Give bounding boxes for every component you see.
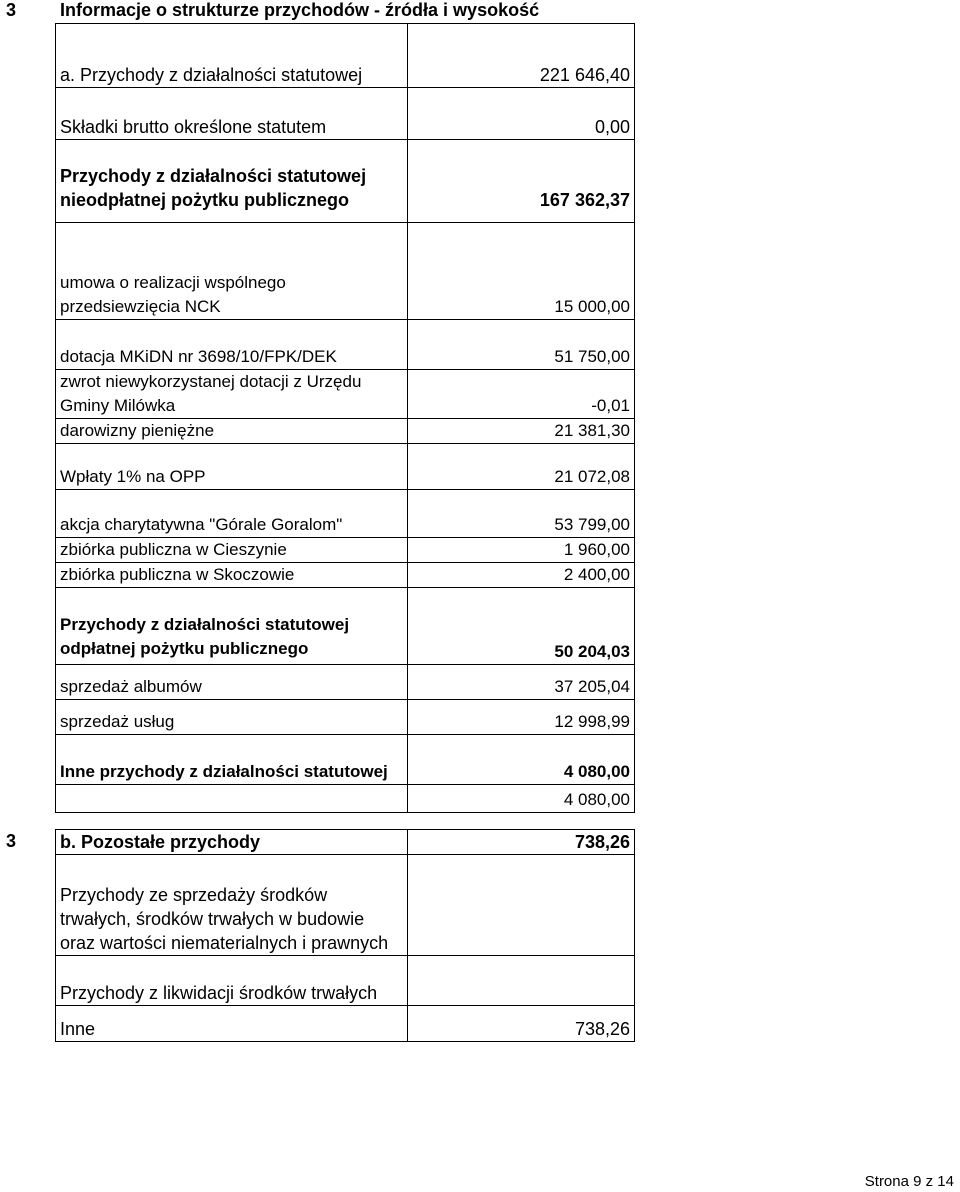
row-value: 4 080,00 bbox=[408, 785, 635, 813]
row-value: 21 072,08 bbox=[408, 444, 635, 490]
revenue-table-a bbox=[55, 23, 635, 813]
table-row bbox=[56, 538, 635, 563]
table-row bbox=[56, 700, 635, 735]
table-row bbox=[56, 370, 635, 419]
row-label: zbiórka publiczna w Cieszynie bbox=[56, 538, 408, 563]
table-row bbox=[56, 855, 635, 956]
table-row bbox=[56, 444, 635, 490]
table-row bbox=[56, 140, 635, 223]
row-value bbox=[408, 855, 635, 956]
row-value: 53 799,00 bbox=[408, 490, 635, 538]
table-row bbox=[56, 320, 635, 370]
revenue-table-b bbox=[55, 829, 635, 1042]
row-value: 167 362,37 bbox=[408, 140, 635, 223]
table-row bbox=[56, 563, 635, 588]
row-label: Inne bbox=[56, 1006, 408, 1042]
table-row bbox=[56, 223, 635, 320]
row-value: 21 381,30 bbox=[408, 419, 635, 444]
row-value: 15 000,00 bbox=[408, 223, 635, 320]
row-label bbox=[56, 785, 408, 813]
row-label: Składki brutto określone statutem bbox=[56, 88, 408, 140]
row-value: 4 080,00 bbox=[408, 735, 635, 785]
row-label: zbiórka publiczna w Skoczowie bbox=[56, 563, 408, 588]
row-value: 12 998,99 bbox=[408, 700, 635, 735]
row-label: Przychody z likwidacji środków trwałych bbox=[56, 956, 408, 1006]
table-row bbox=[56, 785, 635, 813]
section-number: 3 bbox=[6, 0, 17, 20]
row-label: Inne przychody z działalności statutowej bbox=[56, 735, 408, 785]
row-label: dotacja MKiDN nr 3698/10/FPK/DEK bbox=[56, 320, 408, 370]
row-label: Przychody z działalności statutowej odpłatnej pożytku publicznego bbox=[56, 588, 408, 665]
table-row bbox=[56, 830, 635, 855]
row-value: 0,00 bbox=[408, 88, 635, 140]
section-b-number: 3 bbox=[6, 831, 17, 851]
row-value: 1 960,00 bbox=[408, 538, 635, 563]
row-value: 2 400,00 bbox=[408, 563, 635, 588]
table-row bbox=[56, 588, 635, 665]
table-row bbox=[56, 956, 635, 1006]
row-label: Przychody ze sprzedaży środków trwałych, środków trwałych w budowie oraz wartości niematerialnych i prawnych bbox=[56, 855, 408, 956]
table-row bbox=[56, 419, 635, 444]
table-row bbox=[56, 24, 635, 88]
table-row bbox=[56, 735, 635, 785]
row-value bbox=[408, 956, 635, 1006]
row-label: a. Przychody z działalności statutowej bbox=[56, 24, 408, 88]
row-label: Przychody z działalności statutowej nieodpłatnej pożytku publicznego bbox=[56, 140, 408, 223]
row-value: 37 205,04 bbox=[408, 665, 635, 700]
row-value: 738,26 bbox=[408, 830, 635, 855]
table-row bbox=[56, 88, 635, 140]
row-label: zwrot niewykorzystanej dotacji z Urzędu Gminy Milówka bbox=[56, 370, 408, 419]
row-label: b. Pozostałe przychody bbox=[56, 830, 408, 855]
row-label: Wpłaty 1% na OPP bbox=[56, 444, 408, 490]
row-label: akcja charytatywna "Górale Goralom" bbox=[56, 490, 408, 538]
row-value: -0,01 bbox=[408, 370, 635, 419]
row-value: 50 204,03 bbox=[408, 588, 635, 665]
row-value: 738,26 bbox=[408, 1006, 635, 1042]
table-row bbox=[56, 665, 635, 700]
table-row bbox=[56, 490, 635, 538]
page-footer: Strona 9 z 14 bbox=[864, 1173, 954, 1190]
row-value: 51 750,00 bbox=[408, 320, 635, 370]
row-value: 221 646,40 bbox=[408, 24, 635, 88]
row-label: sprzedaż usług bbox=[56, 700, 408, 735]
row-label: darowizny pieniężne bbox=[56, 419, 408, 444]
row-label: umowa o realizacji wspólnego przedsiewzięcia NCK bbox=[56, 223, 408, 320]
row-label: sprzedaż albumów bbox=[56, 665, 408, 700]
section-heading: Informacje o strukturze przychodów - źródła i wysokość bbox=[60, 0, 540, 20]
table-row bbox=[56, 1006, 635, 1042]
